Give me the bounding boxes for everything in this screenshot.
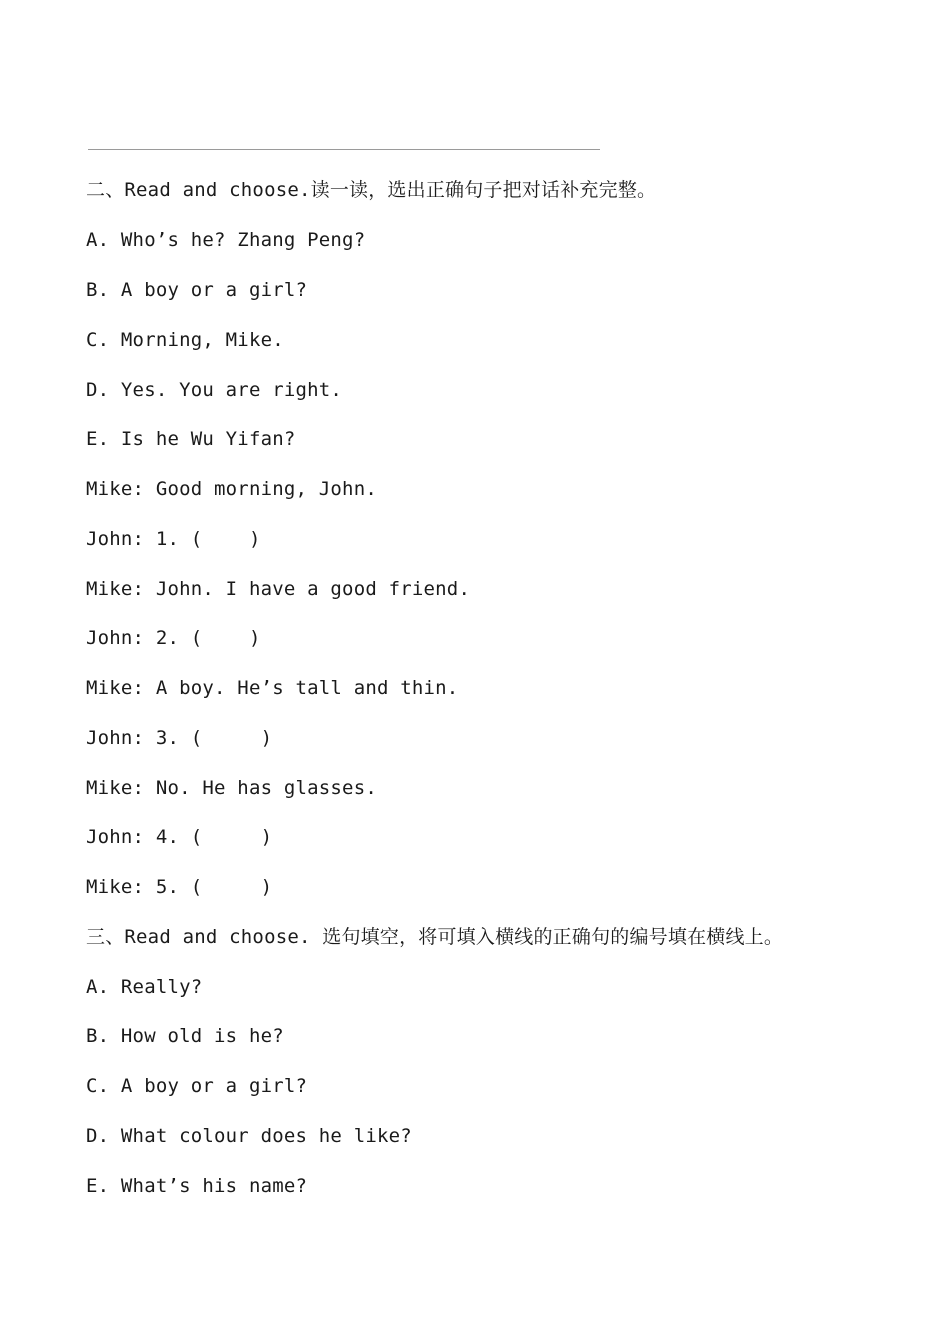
section3-heading: 三、Read and choose. 选句填空，将可填入横线的正确句的编号填在横线上。 [86, 926, 784, 948]
dialogue-line: Mike: John. I have a good friend. [86, 578, 471, 600]
dialogue-line: Mike: Good morning, John. [86, 478, 377, 500]
section2-option-d: D. Yes. You are right. [86, 379, 343, 401]
section2-option-e: E. Is he Wu Yifan? [86, 428, 296, 450]
dialogue-line: John: 4. ( ) [86, 826, 273, 848]
section3-option-b: B. How old is he? [86, 1025, 284, 1047]
section2-option-a: A. Who’s he? Zhang Peng? [86, 229, 366, 251]
dialogue-line: Mike: No. He has glasses. [86, 777, 377, 799]
dialogue-line: Mike: 5. ( ) [86, 876, 273, 898]
section3-option-d: D. What colour does he like? [86, 1125, 412, 1147]
section3-option-a: A. Really? [86, 976, 203, 998]
section2-option-b: B. A boy or a girl? [86, 279, 308, 301]
header-rule [88, 149, 600, 150]
dialogue-line: Mike: A boy. He’s tall and thin. [86, 677, 459, 699]
section3-option-e: E. What’s his name? [86, 1175, 308, 1197]
dialogue-line: John: 3. ( ) [86, 727, 273, 749]
dialogue-line: John: 1. ( ) [86, 528, 261, 550]
dialogue-line: John: 2. ( ) [86, 627, 261, 649]
section2-option-c: C. Morning, Mike. [86, 329, 284, 351]
section2-heading: 二、Read and choose.读一读，选出正确句子把对话补充完整。 [86, 179, 657, 201]
section3-option-c: C. A boy or a girl? [86, 1075, 308, 1097]
